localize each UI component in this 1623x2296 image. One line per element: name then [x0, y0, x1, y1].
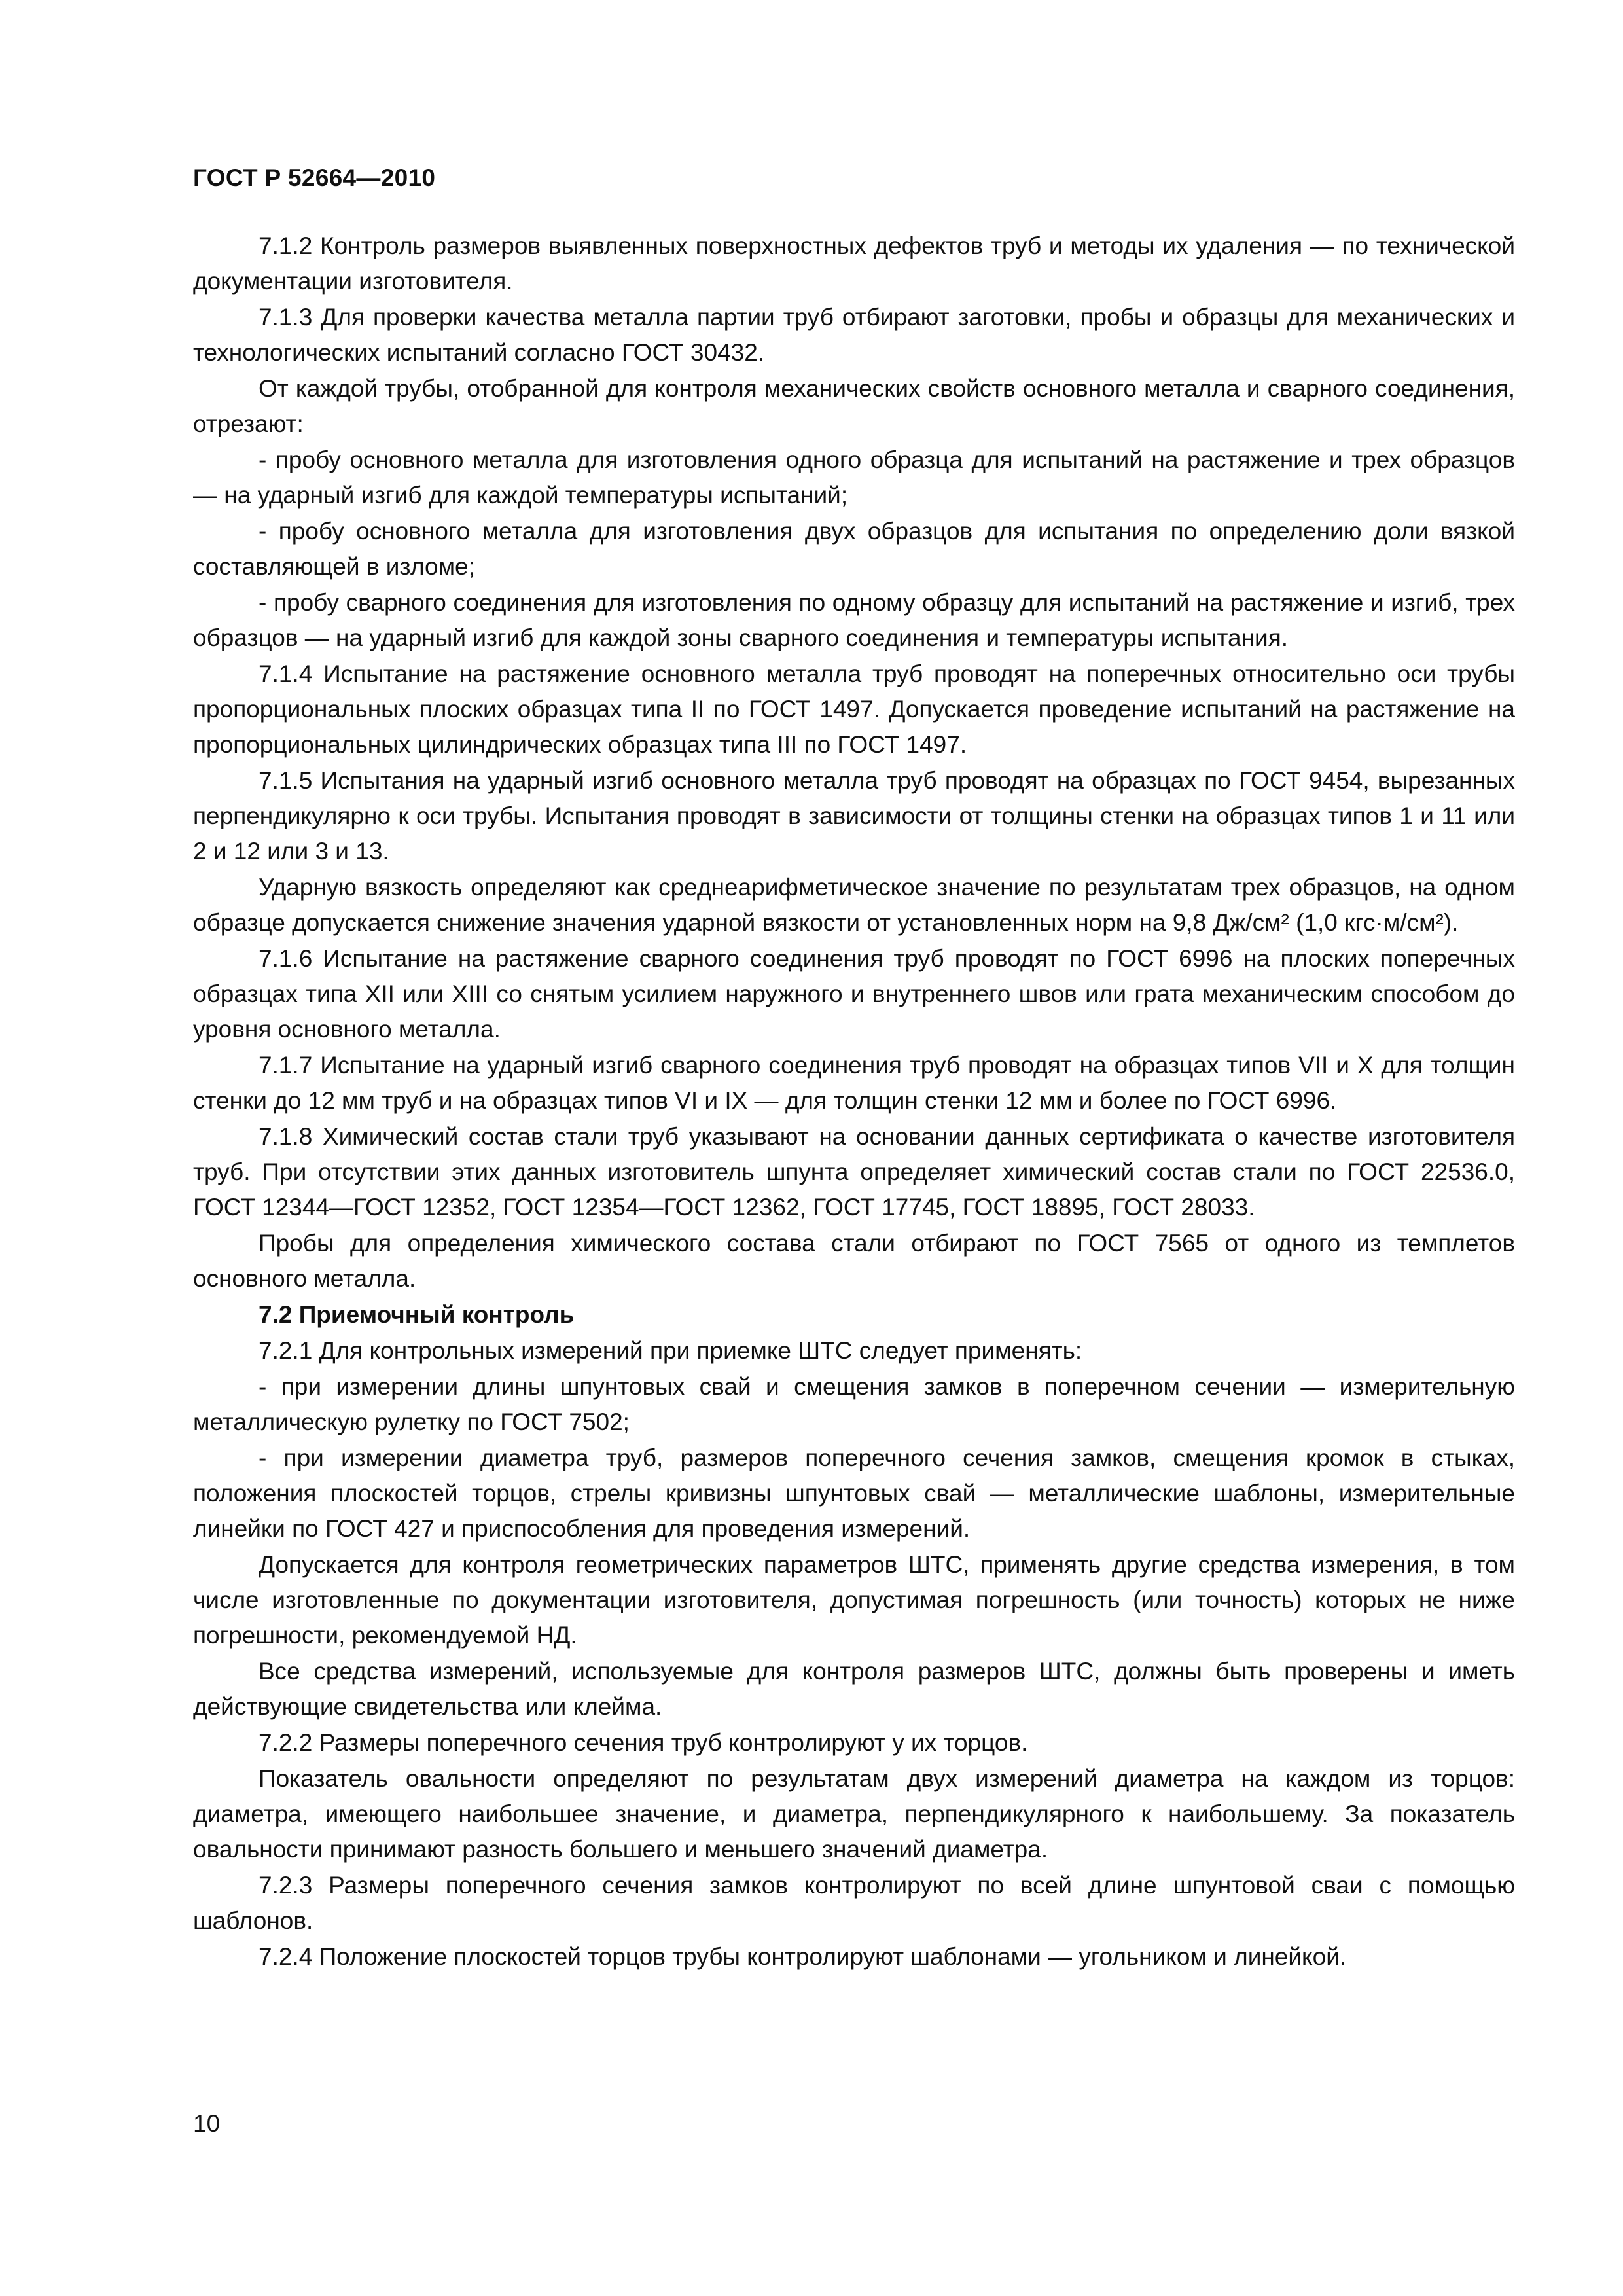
paragraph: Ударную вязкость определяют как среднеарифметическое значение по результатам трех образцов, на одном образце допускается снижение значения ударной вязкости от установленных норм на 9,8 Дж/см² (1,0 кгс·м/см²). — [193, 874, 1515, 936]
page-number: 10 — [193, 2110, 221, 2137]
paragraph: 7.2.3 Размеры поперечного сечения замков контролируют по всей длине шпунтовой сваи с помощью шаблонов. — [193, 1872, 1515, 1934]
paragraph: Допускается для контроля геометрических параметров ШТС, применять другие средства измерения, в том числе изготовленные по документации изготовителя, допустимая погрешность (или точность) которых не ниже погрешности, рекомендуемой НД. — [193, 1551, 1515, 1649]
paragraph: От каждой трубы, отобранной для контроля механических свойств основного металла и сварного соединения, отрезают: — [193, 375, 1515, 437]
paragraph: 7.2.1 Для контрольных измерений при приемке ШТС следует применять: — [259, 1337, 1082, 1364]
list-item: - пробу основного металла для изготовления двух образцов для испытания по определению доли вязкой составляющей в изломе; — [193, 518, 1515, 580]
list-item: - при измерении длины шпунтовых свай и смещения замков в поперечном сечении — измерительную металлическую рулетку по ГОСТ 7502; — [193, 1373, 1515, 1435]
document-code-header: ГОСТ Р 52664—2010 — [193, 164, 436, 191]
paragraph: Пробы для определения химического состава стали отбирают по ГОСТ 7565 от одного из темплетов основного металла. — [193, 1230, 1515, 1292]
document-body — [193, 228, 1515, 1975]
paragraph: 7.1.6 Испытание на растяжение сварного соединения труб проводят по ГОСТ 6996 на плоских поперечных образцах типа XII или XIII со снятым усилием наружного и внутреннего швов или грата механическим способом до уровня основного металла. — [193, 945, 1515, 1043]
list-item: - при измерении диаметра труб, размеров поперечного сечения замков, смещения кромок в стыках, положения плоскостей торцов, стрелы кривизны шпунтовых свай — металлические шаблоны, измерительные линейки по ГОСТ 427 и приспособления для проведения измерений. — [193, 1444, 1515, 1542]
paragraph: 7.2.4 Положение плоскостей торцов трубы контролируют шаблонами — угольником и линейкой. — [259, 1943, 1347, 1970]
paragraph: 7.1.3 Для проверки качества металла партии труб отбирают заготовки, пробы и образцы для механических и технологических испытаний согласно ГОСТ 30432. — [193, 304, 1515, 366]
paragraph: 7.2.2 Размеры поперечного сечения труб контролируют у их торцов. — [259, 1729, 1028, 1756]
paragraph: 7.1.5 Испытания на ударный изгиб основного металла труб проводят на образцах по ГОСТ 9454, вырезанных перпендикулярно к оси трубы. Испытания проводят в зависимости от толщины стенки на образцах типов 1 и 11 или 2 и 12 или 3 и 13. — [193, 767, 1515, 865]
paragraph: Показатель овальности определяют по результатам двух измерений диаметра на каждом из торцов: диаметра, имеющего наибольшее значение, и диаметра, перпендикулярного к наибольшему. За показатель овальности принимают разность большего и меньшего значений диаметра. — [193, 1765, 1515, 1863]
paragraph: Все средства измерений, используемые для контроля размеров ШТС, должны быть проверены и иметь действующие свидетельства или клейма. — [193, 1658, 1515, 1720]
document-page — [193, 164, 1515, 1975]
list-item: - пробу сварного соединения для изготовления по одному образцу для испытаний на растяжение и изгиб, трех образцов — на ударный изгиб для каждой зоны сварного соединения и температуры испытания. — [193, 589, 1515, 651]
section-heading: 7.2 Приемочный контроль — [259, 1301, 575, 1328]
paragraph: 7.1.8 Химический состав стали труб указывают на основании данных сертификата о качестве изготовителя труб. При отсутствии этих данных изготовитель шпунта определяет химический состав стали по ГОСТ 22536.0, ГОСТ 12344—ГОСТ 12352, ГОСТ 12354—ГОСТ 12362, ГОСТ 17745, ГОСТ 18895, ГОСТ 28033. — [193, 1123, 1515, 1221]
paragraph: 7.1.2 Контроль размеров выявленных поверхностных дефектов труб и методы их удаления — по технической документации изготовителя. — [193, 232, 1515, 295]
paragraph: 7.1.7 Испытание на ударный изгиб сварного соединения труб проводят на образцах типов VII и X для толщин стенки до 12 мм труб и на образцах типов VI и IX — для толщин стенки 12 мм и более по ГОСТ 6996. — [193, 1052, 1515, 1114]
list-item: - пробу основного металла для изготовления одного образца для испытаний на растяжение и трех образцов — на ударный изгиб для каждой температуры испытаний; — [193, 446, 1515, 509]
paragraph: 7.1.4 Испытание на растяжение основного металла труб проводят на поперечных относительно оси трубы пропорциональных плоских образцах типа II по ГОСТ 1497. Допускается проведение испытаний на растяжение на пропорциональных цилиндрических образцах типа III по ГОСТ 1497. — [193, 660, 1515, 758]
